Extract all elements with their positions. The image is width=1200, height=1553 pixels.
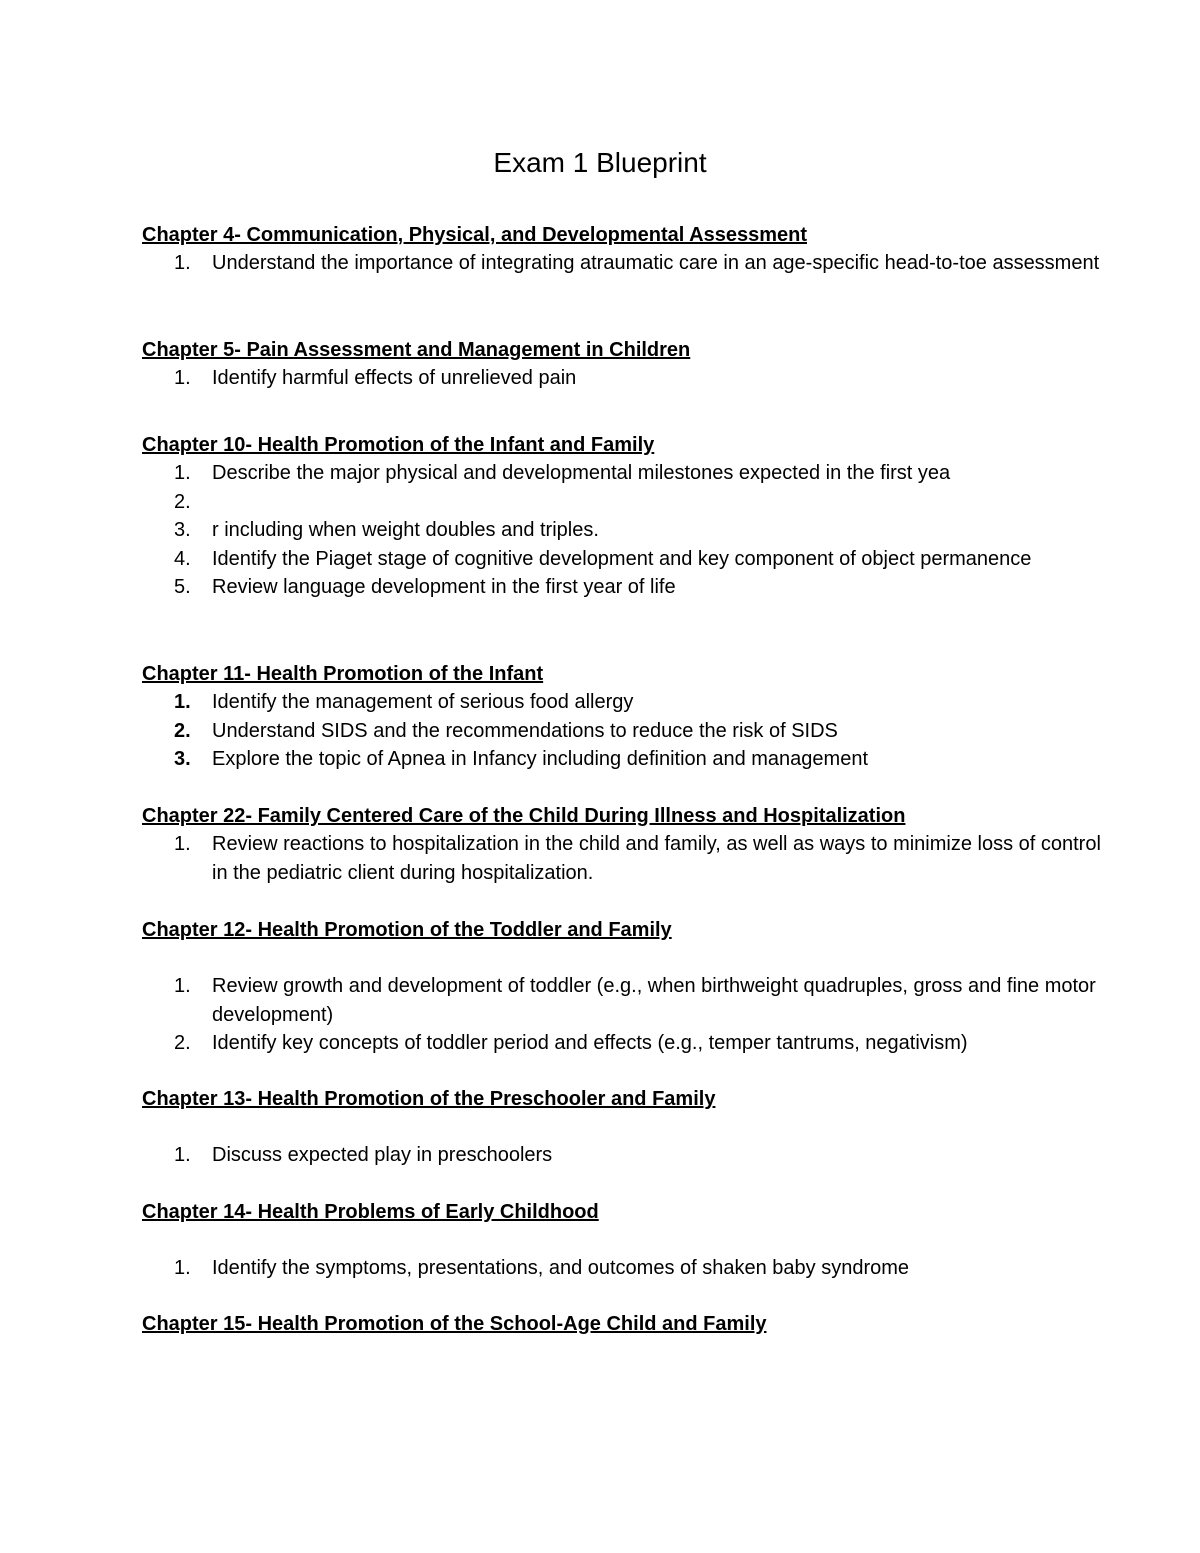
item-number: 1. — [174, 1144, 191, 1166]
item-text: Identify harmful effects of unrelieved pain — [212, 367, 577, 389]
section-heading: Chapter 15- Health Promotion of the School-Age Child and Family — [142, 1313, 767, 1335]
item-text: Review reactions to hospitalization in the child and family, as well as ways to minimize loss of control in the pediatric client during hospitalization. — [212, 833, 1101, 884]
item-number: 1. — [174, 691, 191, 713]
list-item — [142, 745, 1102, 774]
section-heading: Chapter 22- Family Centered Care of the Child During Illness and Hospitalization — [142, 805, 906, 827]
item-text: Identify the Piaget stage of cognitive development and key component of object permanence — [212, 547, 1032, 570]
list-item — [142, 717, 1102, 746]
item-text: Describe the major physical and developmental milestones expected in the first yea — [212, 462, 951, 484]
item-number: 1. — [174, 252, 191, 274]
section-chapter-12 — [142, 916, 1102, 1058]
item-number: 3. — [174, 519, 191, 541]
section-heading: Chapter 4- Communication, Physical, and Developmental Assessment — [142, 224, 807, 246]
section-chapter-22 — [142, 802, 1102, 887]
list-item — [142, 545, 1102, 574]
item-text: Identify key concepts of toddler period and effects (e.g., temper tantrums, negativism) — [212, 1032, 968, 1054]
item-text: Review language development in the first year of life — [212, 576, 676, 598]
list-item — [142, 1029, 1102, 1058]
section-chapter-10 — [142, 431, 1102, 602]
item-number: 1. — [174, 833, 191, 855]
section-heading: Chapter 14- Health Problems of Early Childhood — [142, 1201, 599, 1223]
section-chapter-13 — [142, 1085, 1102, 1170]
list-item — [142, 688, 1102, 717]
item-text: Identify the symptoms, presentations, and outcomes of shaken baby syndrome — [212, 1257, 910, 1279]
item-text: Explore the topic of Apnea in Infancy including definition and management — [212, 748, 868, 770]
item-text: r including when weight doubles and triples. — [212, 519, 599, 541]
list-item — [142, 364, 1102, 393]
item-number: 2. — [174, 490, 191, 513]
item-number: 1. — [174, 975, 191, 997]
item-text: Discuss expected play in preschoolers — [212, 1144, 553, 1166]
section-chapter-4 — [142, 221, 1102, 278]
list-item — [142, 972, 1102, 1029]
item-number: 1. — [174, 1257, 191, 1279]
item-number: 5. — [174, 576, 191, 598]
section-chapter-15 — [142, 1310, 1102, 1338]
section-heading: Chapter 11- Health Promotion of the Infant — [142, 663, 544, 685]
list-item — [142, 249, 1102, 278]
list-item — [142, 488, 1102, 517]
item-number: 4. — [174, 547, 191, 570]
section-chapter-11 — [142, 660, 1102, 774]
item-text: Identify the management of serious food allergy — [212, 691, 634, 713]
item-number: 3. — [174, 748, 191, 770]
item-number: 2. — [174, 1032, 191, 1054]
section-heading: Chapter 13- Health Promotion of the Preschooler and Family — [142, 1088, 716, 1110]
list-item — [142, 573, 1102, 602]
item-text: Understand the importance of integrating atraumatic care in an age-specific head-to-toe assessment — [212, 252, 1100, 274]
document-title: Exam 1 Blueprint — [493, 147, 707, 178]
list-item — [142, 830, 1102, 887]
list-item — [142, 1254, 1102, 1283]
list-item — [142, 459, 1102, 488]
section-heading: Chapter 12- Health Promotion of the Toddler and Family — [142, 919, 672, 941]
item-text: Review growth and development of toddler (e.g., when birthweight quadruples, gross and fine motor development) — [212, 975, 1096, 1026]
item-number: 1. — [174, 462, 191, 484]
section-chapter-5 — [142, 336, 1102, 393]
section-chapter-14 — [142, 1198, 1102, 1283]
section-heading: Chapter 5- Pain Assessment and Management in Children — [142, 339, 691, 361]
item-text: Understand SIDS and the recommendations to reduce the risk of SIDS — [212, 719, 838, 742]
item-number: 2. — [174, 719, 191, 742]
item-number: 1. — [174, 367, 191, 389]
list-item — [142, 1141, 1102, 1170]
list-item — [142, 516, 1102, 545]
section-heading: Chapter 10- Health Promotion of the Infant and Family — [142, 434, 655, 456]
